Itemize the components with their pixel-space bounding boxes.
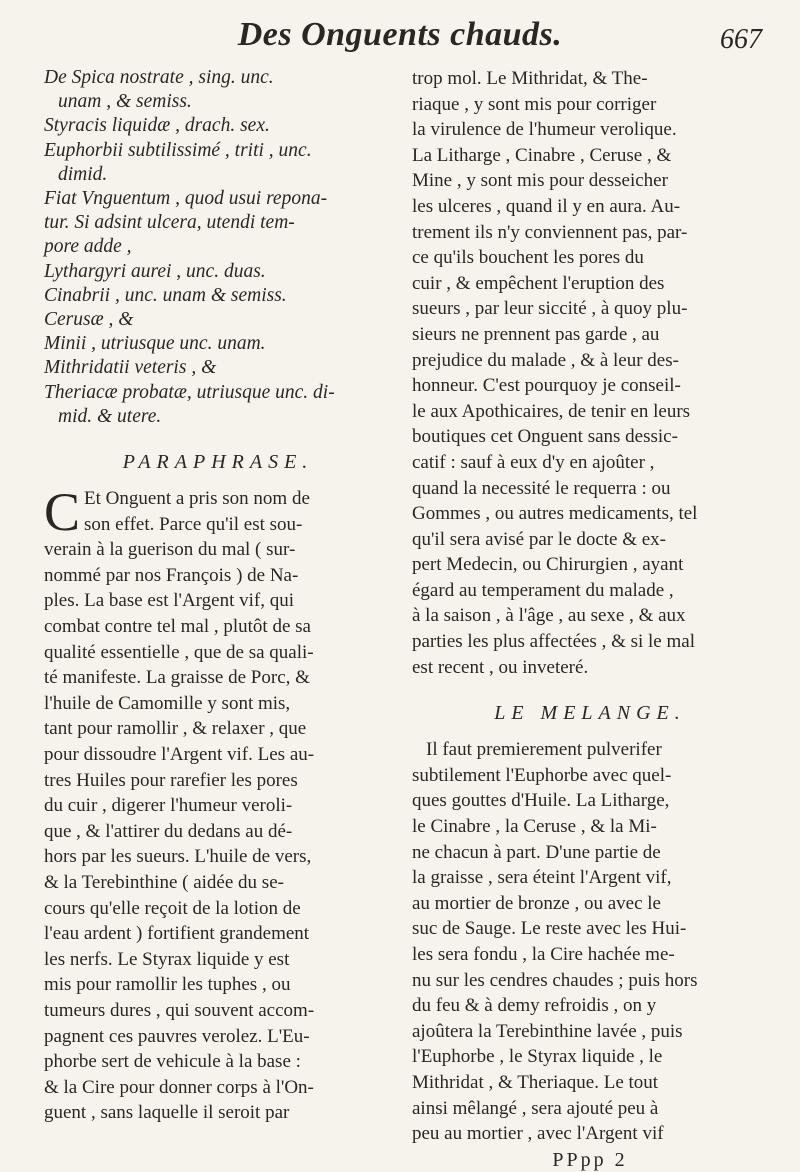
text-line: l'Euphorbe , le Styrax liquide , le (412, 1046, 663, 1068)
text-line: du cuir , digerer l'humeur veroli- (44, 795, 293, 817)
text-line: Styracis liquidæ , drach. sex. (44, 115, 270, 137)
text-line: la virulence de l'humeur verolique. (412, 119, 677, 141)
text-line: pagnent ces pauvres verolez. L'Eu- (44, 1025, 310, 1047)
text-line: le aux Apothicaires, de tenir en leurs (412, 400, 691, 422)
text-line: ainsi mêlangé , sera ajouté peu à (412, 1097, 659, 1119)
paraphrase-lines (44, 482, 392, 1126)
text-line: De Spica nostrate , sing. unc. (44, 67, 274, 88)
text-line: subtilement l'Euphorbe avec quel- (412, 764, 672, 786)
text-line: La Litharge , Cinabre , Ceruse , & (412, 144, 672, 166)
text-line: té manifeste. La graisse de Porc, & (44, 667, 310, 689)
text-line: & la Cire pour donner corps à l'On- (44, 1076, 314, 1098)
text-line: riaque , y sont mis pour corriger (412, 93, 657, 115)
text-line: Et Onguent a pris son nom de (84, 488, 310, 510)
text-line: dimid. (58, 163, 108, 185)
text-line: cuir , & empêchent l'eruption des (412, 272, 665, 294)
text-line: Mithridat , & Theriaque. Le tout (412, 1071, 659, 1093)
text-line: au mortier de bronze , ou avec le (412, 892, 661, 914)
text-line: suc de Sauge. Le reste avec les Hui- (412, 918, 687, 940)
text-line: les sera fondu , la Cire hachée me- (412, 944, 675, 965)
text-line: verain à la guerison du mal ( sur- (44, 539, 296, 561)
text-line: Theriacæ probatæ, utriusque unc. di- (44, 381, 335, 403)
text-line: la graisse , sera éteint l'Argent vif, (412, 867, 672, 889)
text-line: égard au temperament du malade , (412, 579, 674, 601)
text-line: trement ils n'y conviennent pas, par- (412, 221, 688, 243)
text-line: à la saison , à l'âge , au sexe , & aux (412, 605, 686, 627)
running-title: Des Onguents chauds. (237, 16, 563, 53)
text-line: du feu & à demy refroidis , on y (412, 995, 657, 1017)
text-line: catif : sauf à eux d'y en ajoûter , (412, 451, 655, 473)
text-line: ne chacun à part. D'une partie de (412, 841, 661, 863)
text-line: Lythargyri aurei , unc. duas. (44, 260, 266, 282)
text-line: tur. Si adsint ulcera, utendi tem- (44, 212, 295, 234)
text-line: l'eau ardent ) fortifient grandement (44, 923, 310, 945)
text-line: ques gouttes d'Huile. La Litharge, (412, 790, 670, 812)
text-line: parties les plus affectées , & si le mal (412, 631, 695, 653)
paraphrase-paragraph (44, 482, 392, 1126)
text-line: boutiques cet Onguent sans dessic- (412, 426, 678, 448)
recipe-block (44, 66, 392, 429)
section-heading-melange: LE MELANGE. (494, 702, 686, 725)
text-line: peu au mortier , avec l'Argent vif (412, 1123, 664, 1145)
text-line: quand la necessité le requerra : ou (412, 477, 671, 499)
text-line: Mine , y sont mis pour desseicher (412, 170, 668, 192)
text-line: sieurs ne prennent pas garde , au (412, 323, 660, 345)
text-line: Minii , utriusque unc. unam. (44, 333, 266, 355)
text-line: ajoûtera la Terebinthine lavée , puis (412, 1020, 683, 1042)
melange-paragraph (412, 737, 768, 1147)
text-line: cours qu'elle reçoit de la lotion de (44, 897, 301, 919)
text-line: tant pour ramollir , & relaxer , que (44, 718, 307, 740)
page-header (0, 12, 800, 62)
text-line: honneur. C'est pourquoy je conseil- (412, 375, 681, 397)
section-heading-paraphrase: PARAPHRASE. (122, 451, 314, 474)
text-line: le Cinabre , la Ceruse , & la Mi- (412, 816, 657, 838)
text-line: guent , sans laquelle il seroit par (44, 1102, 290, 1124)
text-line: qu'il sera avisé par le docte & ex- (412, 528, 667, 550)
text-line: phorbe sert de vehicule à la base : (44, 1051, 301, 1073)
text-line: Euphorbii subtilissimé , triti , unc. (44, 139, 312, 161)
text-line: prejudice du malade , & à leur des- (412, 349, 679, 371)
continuation-paragraph (412, 66, 768, 680)
text-line: Mithridatii veteris , & (44, 357, 217, 379)
text-line: Gommes , ou autres medicaments, tel (412, 503, 698, 525)
text-line: pore adde , (44, 236, 132, 258)
text-line: les ulceres , quand il y en aura. Au- (412, 195, 681, 217)
page-number: 667 (720, 24, 762, 55)
text-line: combat contre tel mal , plutôt de sa (44, 616, 311, 638)
text-line: qualité essentielle , que de sa quali- (44, 641, 314, 663)
text-line: nu sur les cendres chaudes ; puis hors (412, 969, 698, 991)
text-line: & la Terebinthine ( aidée du se- (44, 871, 284, 893)
text-line: mis pour ramollir les tuphes , ou (44, 974, 291, 996)
text-line: hors par les sueurs. L'huile de vers, (44, 846, 312, 868)
text-line: pour dissoudre l'Argent vif. Les au- (44, 743, 315, 765)
text-line: l'huile de Camomille y sont mis, (44, 692, 291, 714)
text-line: Il faut premierement pulverifer (426, 739, 662, 761)
text-line: Fiat Vnguentum , quod usui repona- (44, 188, 328, 210)
text-line: pert Medecin, ou Chirurgien , ayant (412, 554, 684, 576)
text-line: nommé par nos François ) de Na- (44, 564, 299, 586)
text-line: Cinabrii , unc. unam & semiss. (44, 284, 287, 306)
signature-mark: PPpp 2 (552, 1148, 628, 1171)
right-column (412, 66, 768, 1172)
text-line: trop mol. Le Mithridat, & The- (412, 68, 648, 89)
drop-cap: C (44, 482, 81, 543)
text-line: tres Huiles pour rarefier les pores (44, 769, 298, 791)
text-line: les nerfs. Le Styrax liquide y est (44, 948, 290, 970)
text-line: son effet. Parce qu'il est sou- (84, 513, 303, 535)
text-line: unam , & semiss. (58, 91, 192, 113)
text-line: ce qu'ils bouchent les pores du (412, 247, 644, 269)
text-line: mid. & utere. (58, 405, 162, 427)
text-line: que , & l'attirer du dedans au dé- (44, 820, 293, 842)
text-line: ples. La base est l'Argent vif, qui (44, 590, 295, 612)
text-line: sueurs , par leur siccité , à quoy plu- (412, 298, 688, 320)
left-column (44, 66, 392, 1126)
text-line: tumeurs dures , qui souvent accom- (44, 999, 315, 1021)
text-line: est recent , ou inveteré. (412, 656, 589, 678)
text-line: Cerusæ , & (44, 309, 134, 331)
